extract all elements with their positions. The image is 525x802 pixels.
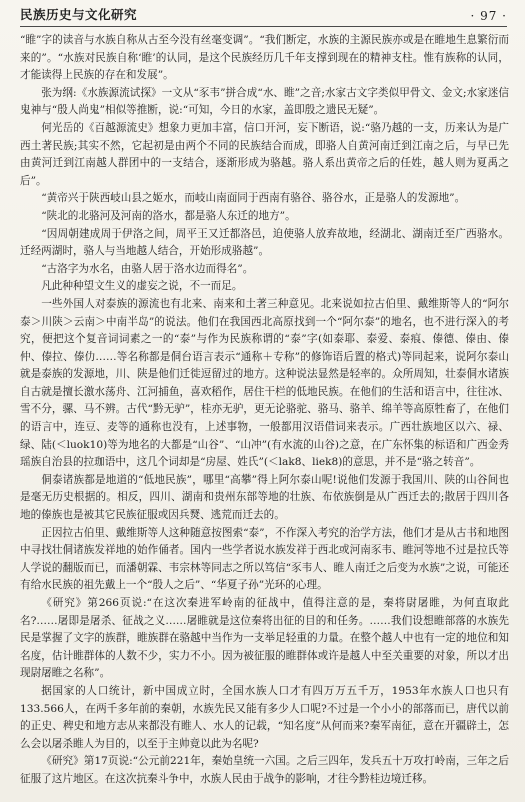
paragraph: 一些外国人对泰族的源流也有北来、南来和土著三种意见。北来说如拉古伯里、戴维斯等人的“阿尔泰＞川陕＞云南＞中南半岛”的说法。他们在我国西北高原找到一个“阿尔泰”的地名，也不进行深入的考究，便把这个复音词词素之一的“泰”与作为民族称谓的“泰”字(如泰耶、泰爱、泰痕、傣德、傣由、傣仲、傣拉、傣仂……等名称都是侗台语言表示“通称＋专称”的修饰语后置的格式)等同起来，说阿尔泰山就是泰族的发源地，川、陕是他们迁徙逗留过的地方。这种说法显然是轻率的。众所周知，壮泰侗水诸族自古就是擅长激水荡舟、江河捕鱼，喜欢稻作，居住干栏的低地民族。在他们的生活和语言中，往往冰、雪不分，骡、马不辨。古代“黔无驴”，桂亦无驴，更无论骆驼、骆马、骆羊、绵羊等高原牲畜了，在他们的语言中，连豆、麦等的通称也没有，上述事物，一般都用汉语借词来表示。广西壮族地区以六、禄、绿、陆(＜luok10)等为地名的大都是“山谷”、“山冲”(有水流的山谷)之意，在广东怀集的标语和广西金秀瑶族自治县的拉珈语中，这几个词却是“房屋、姓氏”(＜lak8、liek8)的意思，并不是“骆之转音”。 <box>20 297 509 469</box>
paragraph: 张为纲:《水族源流试探》一文从“豕韦”拼合成“水、睢”之音;水家古文字类似甲骨文、金文;水家迷信鬼神与“殷人尚鬼”相似等推断，说:“可知，今日的水家，盖即殷之遗民无疑”。 <box>20 86 509 117</box>
page-number: · 97 · <box>470 9 507 23</box>
paragraph: “黄帝兴于陕西岐山县之姬水，而岐山南面同于西南有骆谷、骆谷水，正是骆人的发源地”。 <box>41 192 466 205</box>
paragraph: “陕北的北骆河及河南的洛水，都是骆人东迁的地方”。 <box>41 209 296 222</box>
journal-title: 民族历史与文化研究 <box>20 7 138 22</box>
paragraph: 侗泰诸族都是地道的“低地民族”，哪里“高攀”得上阿尔泰山呢!说他们发源于我国川、陕的山谷间也是毫无历史根据的。相反，四川、湖南和贵州东部等地的壮族、布依族倒是从广西迁去的;散居于四川各地的傣族也是被其它民族征服或因兵燹、逃荒而迁去的。 <box>20 473 509 522</box>
paragraph: 何光岳的《百越源流史》想象力更加丰富，信口开河，妄下断语，说:“骆乃越的一支，历来认为是广西土著民族;其实不然，它起初是由两个不同的民族结合而成，即骆人自黄河南迁到江南之后，与早已先由黄河迁到江南越人群团中的一支结合，逐渐形成为骆越。骆人系出黄帝之后的任姓，越人则为夏禹之后”。 <box>20 121 509 187</box>
article-body <box>20 32 509 796</box>
paragraph: 《研究》第17页说:“公元前221年，秦始皇统一六国。之后三四年，发兵五十万攻打岭南，三年之后征服了这片地区。在这次抗秦斗争中，水族人民由于战争的影响，才往今黔桂边境迁移。 <box>20 755 509 785</box>
page-header <box>20 4 507 27</box>
paragraph: “古洛字为水名，由骆人居于洛水边而得名”。 <box>41 262 254 275</box>
paragraph: 据国家的人口统计，新中国成立时，全国水族人口才有四万万五千万，1953年水族人口也只有133.566人，在两千多年前的秦朝，水族先民又能有多少人口呢?不过是一个小小的部落而已，唐代以前的正史、稗史和地方志从来都没有睢人、水人的记载，“知名度”从何而来?秦军南征，意在开疆辟土，怎么会以屠杀睢人为目的，以至于主帅竟以此为名呢? <box>20 684 509 750</box>
paragraph: “睢”字的读音与水族自称从古至今没有丝毫变调”。“我们断定，水族的主源民族亦或是在睢地生息繁衍而来的”。“水族对民族自称‘睢’的认同，是这个民族经历几千年支撑到现在的精神支柱。惟有族称的认同，才能读得上民族的存在和发展”。 <box>20 34 509 82</box>
paragraph: 凡此种种望文生义的虚妄之说，不一而足。 <box>41 280 243 293</box>
paragraph: 正因拉古伯里、戴维斯等人这种随意按图索“泰”，不作深入考究的治学方法，他们才是从古书和地图中寻找壮侗诸族发祥地的始作俑者。国内一些学者说水族发祥于西北或河南豕韦、睢河等地不过是拉氏等人学说的翻版而已，而潘朝霖、韦宗林等同志之所以笃信“豕韦人、睢人南迁之后变为水族”之说，可能还有给水民族的祖先戴上一个“殷人之后”、“华夏子孙”光环的心理。 <box>20 526 509 592</box>
paragraph: “因周朝建成周于伊洛之间，周平王又迁都洛邑，迫使骆人放弃故地，经湖北、湖南迁至广西骆水。迁经两湖时，骆人与当地越人结合，开始形成骆越”。 <box>20 227 509 258</box>
paragraph: 《研究》第266页说:“在这次秦进军岭南的征战中，值得注意的是，秦将尉屠睢，为何直取此名?……屠即是屠杀、征战之义……屠睢就是这位秦将出征的目的和任务。……我们设想睢部落的水族先民是掌握了文字的族群，睢族群在骆越中当作为一支举足轻重的力量。在整个越人中也有一定的地位和知名度，估计睢群体的人数不少，实力不小。因为被征服的睢群体或许是越人中至关重要的对象，所以才出现尉屠睢之名称”。 <box>20 597 509 680</box>
